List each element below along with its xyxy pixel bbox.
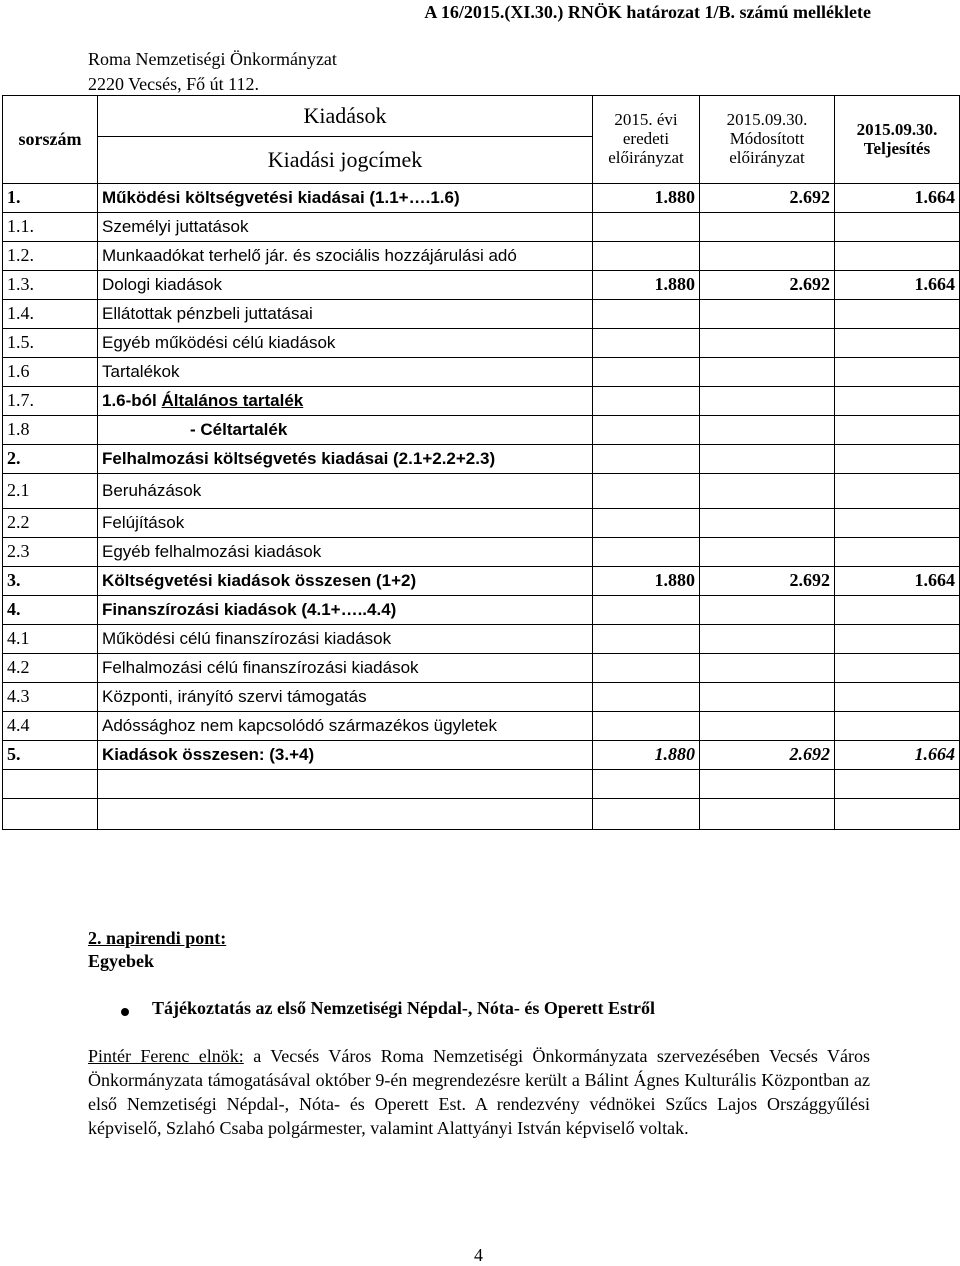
table-row: 1.1. Személyi juttatások: [3, 213, 960, 242]
table-row: 4.3 Központi, irányító szervi támogatás: [3, 683, 960, 712]
table-row: 3. Költségvetési kiadások összesen (1+2) 1.880 2.692 1.664: [3, 567, 960, 596]
table-row-empty: [3, 770, 960, 799]
table-row: 2.2 Felújítások: [3, 509, 960, 538]
annex-title: A 16/2015.(XI.30.) RNÖK határozat 1/B. számú melléklete: [424, 2, 871, 22]
org-address: 2220 Vecsés, Fő út 112.: [88, 74, 259, 94]
agenda-point: 2. napirendi pont:: [88, 928, 227, 948]
header-fulfilment: 2015.09.30. Teljesítés: [835, 96, 960, 184]
table-row: 1.4. Ellátottak pénzbeli juttatásai: [3, 300, 960, 329]
table-row: 1.7. 1.6-ból Általános tartalék: [3, 387, 960, 416]
header-sorszam: sorszám: [3, 96, 98, 184]
table-row-empty: [3, 799, 960, 830]
table-row: 4.1 Működési célú finanszírozási kiadások: [3, 625, 960, 654]
page-number: 4: [474, 1245, 483, 1265]
agenda-paragraph: [88, 1044, 870, 1140]
header-kiadasok: Kiadások: [98, 96, 593, 137]
table-row-total: 5. Kiadások összesen: (3.+4) 1.880 2.692 1.664: [3, 741, 960, 770]
agenda-title: Egyebek: [88, 951, 155, 971]
table-row: 1.6 Tartalékok: [3, 358, 960, 387]
agenda-bullet-item: Tájékoztatás az első Nemzetiségi Népdal-, Nóta- és Operett Estről: [152, 998, 656, 1018]
paragraph-body: a Vecsés Város Roma Nemzetiségi Önkormányzata szervezésében Vecsés Város Önkormányzata támogatásával október 9-én megrendezésre került a Bálint Ágnes Kulturális Központban az első Nemzetiségi Népdal-, Nóta- és Operett Est. A rendezvény védnökei Szűcs Lajos Országgyűlési képviselő, Szlahó Csaba polgármester, valamint Alattyányi István képviselő voltak.: [88, 1046, 871, 1138]
table-row: 2. Felhalmozási költségvetés kiadásai (2.1+2.2+2.3): [3, 445, 960, 474]
table-row: 1.5. Egyéb működési célú kiadások: [3, 329, 960, 358]
table-row: 2.3 Egyéb felhalmozási kiadások: [3, 538, 960, 567]
table-row: 4.2 Felhalmozási célú finanszírozási kiadások: [3, 654, 960, 683]
table-row: 4.4 Adóssághoz nem kapcsolódó származékos ügyletek: [3, 712, 960, 741]
table-row: 1.2. Munkaadókat terhelő jár. és szociális hozzájárulási adó: [3, 242, 960, 271]
speaker-name: Pintér Ferenc elnök:: [88, 1046, 244, 1066]
org-name: Roma Nemzetiségi Önkormányzat: [88, 49, 337, 69]
header-kiadasi-jogcimek: Kiadási jogcímek: [98, 137, 593, 184]
bullet-icon: [121, 1008, 129, 1016]
table-row: 1.3. Dologi kiadások 1.880 2.692 1.664: [3, 271, 960, 300]
header-original-budget: 2015. évi eredeti előirányzat: [593, 96, 700, 184]
table-row: 2.1 Beruházások: [3, 474, 960, 509]
header-modified-budget: 2015.09.30. Módosított előirányzat: [700, 96, 835, 184]
table-row: 1.8 - Céltartalék: [3, 416, 960, 445]
table-row: 1. Működési költségvetési kiadásai (1.1+….1.6) 1.880 2.692 1.664: [3, 184, 960, 213]
expenditure-table: [2, 95, 960, 830]
table-row: 4. Finanszírozási kiadások (4.1+…..4.4): [3, 596, 960, 625]
